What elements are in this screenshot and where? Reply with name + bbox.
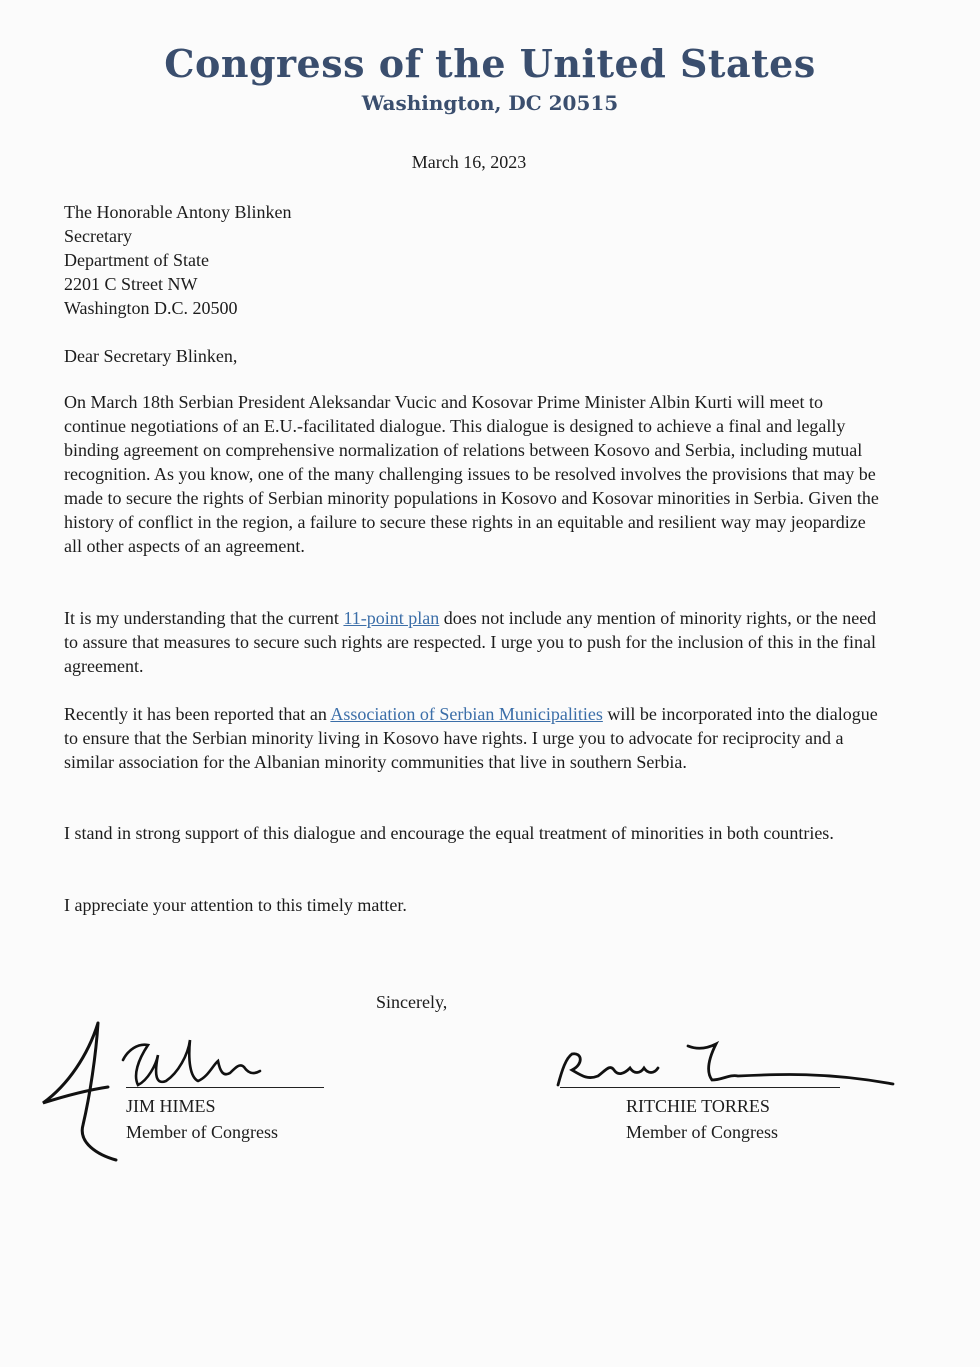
signature-line: [560, 1087, 840, 1088]
signature-line: [126, 1087, 324, 1088]
recipient-line: Secretary: [64, 226, 132, 246]
signer-name: RITCHIE TORRES: [626, 1096, 770, 1116]
body-paragraph-2: [64, 606, 884, 678]
signer-title: Member of Congress: [626, 1122, 778, 1142]
salutation: Dear Secretary Blinken,: [64, 346, 238, 366]
paragraph-text: It is my understanding that the current: [64, 608, 344, 628]
recipient-line: Washington D.C. 20500: [64, 298, 238, 318]
recipient-address: [64, 200, 291, 320]
recipient-line: The Honorable Antony Blinken: [64, 202, 292, 222]
recipient-line: Department of State: [64, 250, 209, 270]
paragraph-text: Recently it has been reported that an: [64, 704, 331, 724]
eleven-point-plan-link[interactable]: 11-point plan: [343, 608, 440, 628]
recipient-line: 2201 C Street NW: [64, 274, 198, 294]
letterhead-address: Washington, DC 20515: [361, 91, 619, 115]
torres-signature-image: [548, 1040, 898, 1100]
letter-date: March 16, 2023: [411, 152, 527, 172]
body-paragraph-5: I appreciate your attention to this timely matter.: [64, 895, 407, 915]
closing: Sincerely,: [376, 992, 448, 1012]
signer-title: Member of Congress: [126, 1122, 278, 1142]
letterhead-title: Congress of the United States: [164, 41, 816, 86]
signer-block: [126, 1093, 278, 1145]
letterhead: [0, 40, 980, 118]
paragraph-text: will be incorporated into the dialogue to ensure that the Serbian minority living in Kosovo have rights. I urge you to advocate for reciprocity and a similar association for the Albanian minority communities that live in southern Serbia.: [64, 704, 878, 772]
body-paragraph-4: I stand in strong support of this dialogue and encourage the equal treatment of minorities in both countries.: [64, 823, 834, 843]
paragraph-text: does not include any mention of minority rights, or the need to assure that measures to secure such rights are respected. I urge you to push for the inclusion of this in the final agreement.: [64, 608, 877, 676]
signer-name: JIM HIMES: [126, 1096, 216, 1116]
body-paragraph-1: On March 18th Serbian President Aleksandar Vucic and Kosovar Prime Minister Albin Kurti will meet to continue negotiations of an E.U.-facilitated dialogue. This dialogue is designed to achieve a final and legally binding agreement on comprehensive normalization of relations between Kosovo and Serbia, including mutual recognition. As you know, one of the many challenging issues to be resolved involves the provisions that may be made to secure the rights of Serbian minority populations in Kosovo and Kosovar minorities in Serbia. Given the history of conflict in the region, a failure to secure these rights in an equitable and resilient way may jeopardize all other aspects of an agreement.: [64, 392, 879, 556]
signer-block: [626, 1093, 778, 1145]
body-paragraph-3: [64, 702, 884, 774]
association-serbian-municipalities-link[interactable]: Association of Serbian Municipalities: [330, 704, 603, 724]
